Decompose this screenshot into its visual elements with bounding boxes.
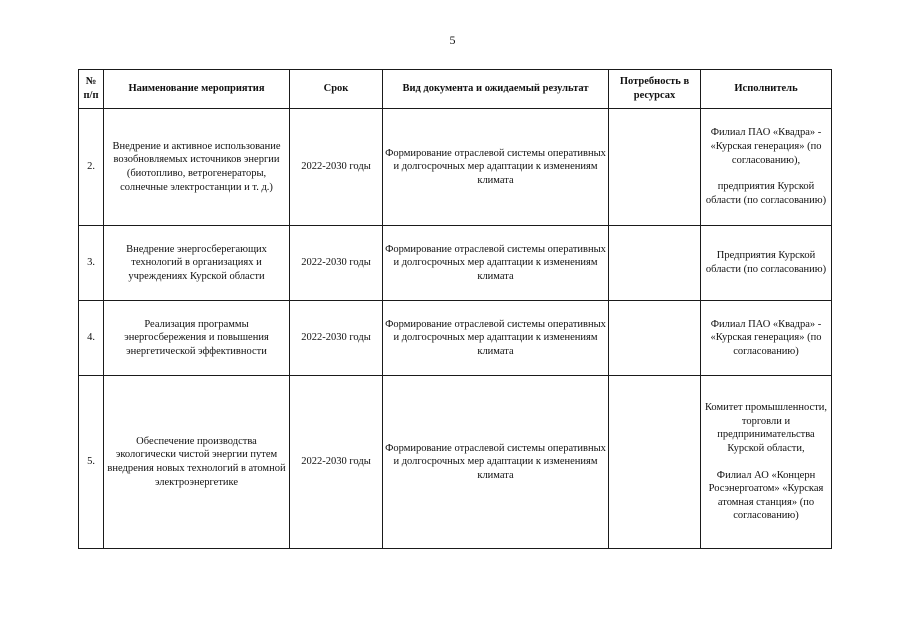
measures-table (78, 69, 832, 549)
table-row (79, 109, 832, 226)
row-executor (701, 226, 832, 301)
table-header-row (79, 70, 832, 109)
header-name: Наименование мероприятия (104, 70, 290, 109)
table-row (79, 226, 832, 301)
row-name: Внедрение и активное использование возобновляемых источников энергии (биотопливо, ветрогенераторы, солнечные электростанции и т. д.) (104, 109, 290, 226)
row-term: 2022-2030 годы (290, 109, 383, 226)
row-term: 2022-2030 годы (290, 301, 383, 376)
row-executor (701, 301, 832, 376)
row-doc: Формирование отраслевой системы оперативных и долгосрочных мер адаптации к изменениям климата (383, 376, 609, 549)
row-resources (609, 376, 701, 549)
row-doc: Формирование отраслевой системы оперативных и долгосрочных мер адаптации к изменениям климата (383, 226, 609, 301)
header-num: № п/п (79, 70, 104, 109)
row-doc: Формирование отраслевой системы оперативных и долгосрочных мер адаптации к изменениям климата (383, 301, 609, 376)
row-num: 2. (79, 109, 104, 226)
row-num: 5. (79, 376, 104, 549)
header-term: Срок (290, 70, 383, 109)
executor-line: Филиал ПАО «Квадра» - «Курская генерация» (по согласованию), (710, 127, 822, 166)
page-number: 5 (449, 33, 456, 47)
executor-line: предприятия Курской области (по согласованию) (705, 181, 827, 206)
row-resources (609, 109, 701, 226)
row-executor (701, 376, 832, 549)
executor-line: Предприятия Курской области (по согласованию) (705, 250, 827, 275)
table-row (79, 376, 832, 549)
row-term: 2022-2030 годы (290, 226, 383, 301)
executor-line: Филиал ПАО «Квадра» - «Курская генерация» (по согласованию) (710, 318, 822, 357)
header-executor: Исполнитель (701, 70, 832, 109)
header-doc: Вид документа и ожидаемый результат (383, 70, 609, 109)
row-name: Обеспечение производства экологически чистой энергии путем внедрения новых технологий в атомной электроэнергетике (104, 376, 290, 549)
header-resources: Потребность в ресурсах (609, 70, 701, 109)
row-resources (609, 301, 701, 376)
row-name: Внедрение энергосберегающих технологий в организациях и учреждениях Курской области (104, 226, 290, 301)
executor-line: Филиал АО «Концерн Росэнергоатом» «Курская атомная станция» (по согласованию) (708, 469, 824, 522)
row-num: 3. (79, 226, 104, 301)
row-executor (701, 109, 832, 226)
row-doc: Формирование отраслевой системы оперативных и долгосрочных мер адаптации к изменениям климата (383, 109, 609, 226)
row-num: 4. (79, 301, 104, 376)
row-name: Реализация программы энергосбережения и повышения энергетической эффективности (104, 301, 290, 376)
row-term: 2022-2030 годы (290, 376, 383, 549)
executor-line: Комитет промышленности, торговли и предпринимательства Курской области, (704, 401, 828, 454)
row-resources (609, 226, 701, 301)
table-row (79, 301, 832, 376)
